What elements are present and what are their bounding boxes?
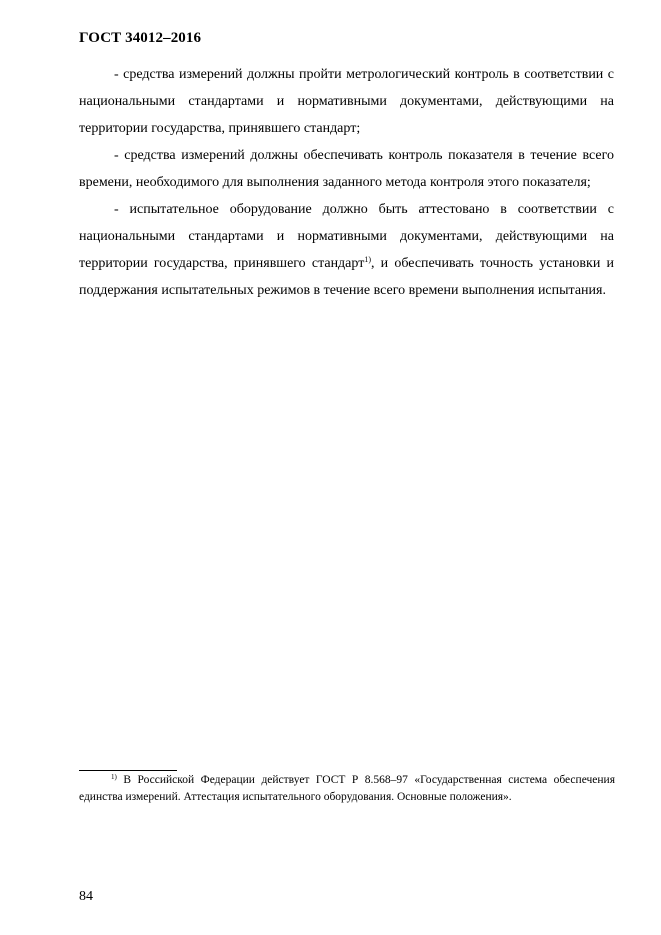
- footnote: [79, 772, 615, 806]
- page-number: 84: [79, 889, 93, 904]
- footnote-separator: [79, 770, 177, 771]
- paragraph-measuring-instruments-duration: - средства измерений должны обеспечивать контроль показателя в течение всего времени, необходимого для выполнения заданного метода контроля этого показателя;: [79, 148, 614, 190]
- paragraph-text-part: , и обеспечивать точность установки и поддержания испытательных режимов в течение всего времени выполнения испытания.: [79, 256, 614, 298]
- footnote-text: В Российской Федерации действует ГОСТ Р 8.568–97 «Государственная система обеспечения единства измерений. Аттестация испытательного оборудования. Основные положения».: [79, 774, 615, 803]
- paragraph-text-part: - испытательное оборудование должно быть аттестовано в соответствии с национальными стандартами и нормативными документами, действующими на территории государства, принявшего стандарт: [79, 202, 614, 271]
- footnote-reference[interactable]: 1): [364, 255, 372, 264]
- footnote-mark: 1): [111, 773, 117, 781]
- paragraph-measuring-instruments-control: - средства измерений должны пройти метрологический контроль в соответствии с национальными стандартами и нормативными документами, действующими на территории государства, принявшего стандарт;: [79, 67, 614, 136]
- paragraph-test-equipment: [79, 196, 614, 304]
- main-text: [79, 61, 614, 304]
- page-header: ГОСТ 34012–2016: [79, 30, 202, 46]
